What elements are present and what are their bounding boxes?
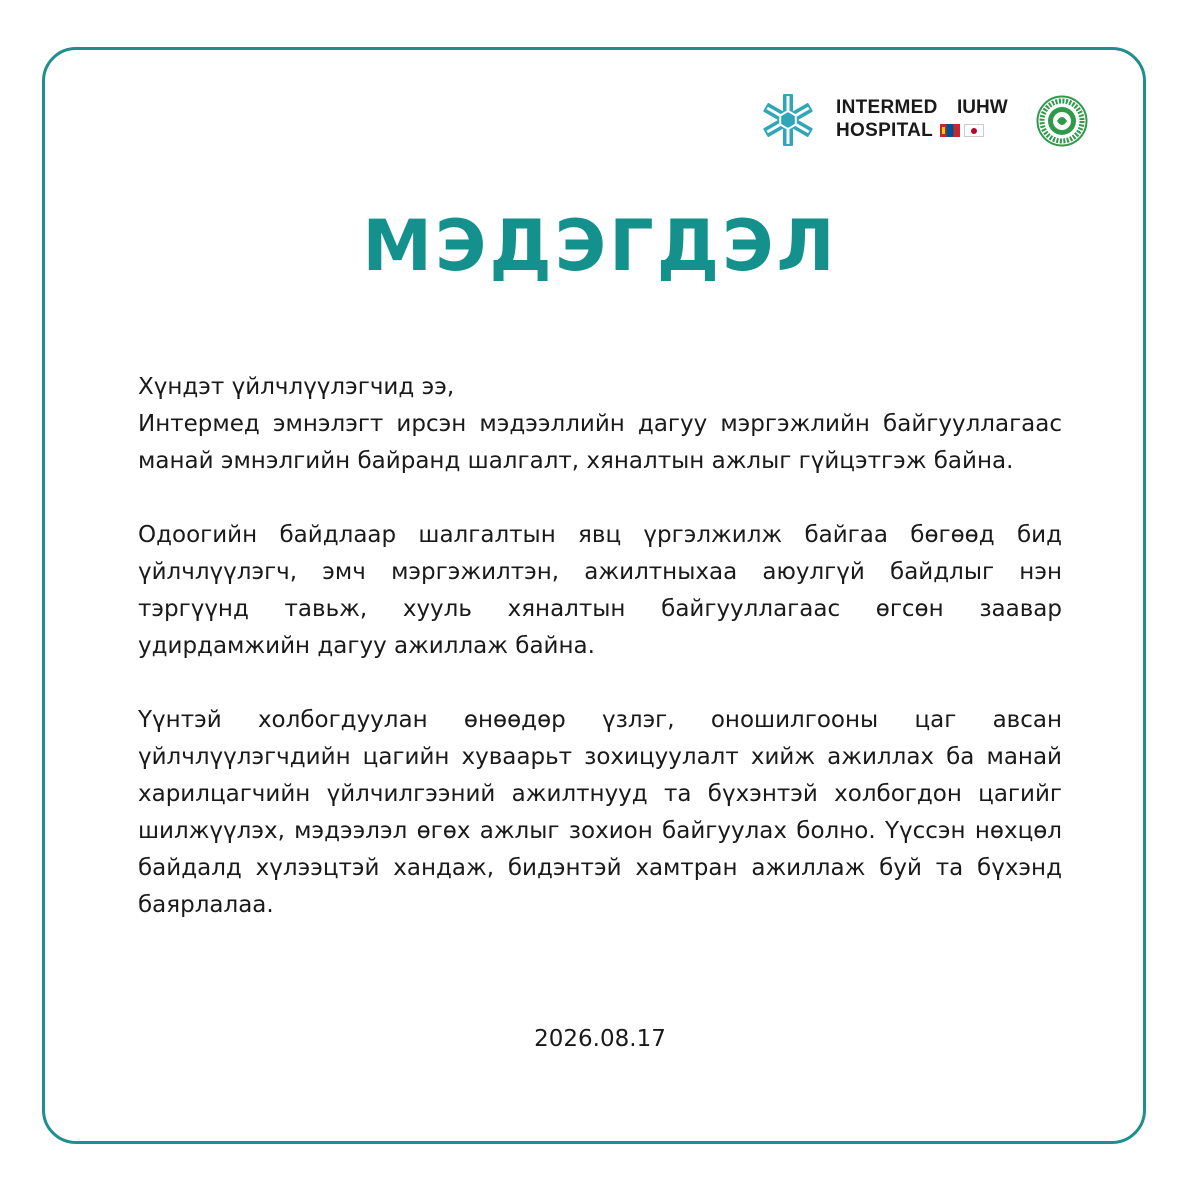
- header-logos: [760, 92, 1092, 152]
- paragraph-3: Үүнтэй холбогдуулан өнөөдөр үзлэг, оношилгооны цаг авсан үйлчлүүлэгчдийн цагийн хуваарьт зохицуулалт хийж ажиллах ба манай харилцагчийн үйлчилгээний ажилтнууд та бүхэнтэй холбогдон цагийг шилжүүлэх, мэдээлэл өгөх ажлыг зохион байгуулах болно. Үүссэн нөхцөл байдалд хүлээцтэй хандаж, бидэнтэй хамтран ажиллаж буй та бүхэнд баярлалаа.: [138, 707, 1062, 918]
- partner-name: IUHW: [957, 97, 1008, 118]
- university-seal-icon: [1036, 95, 1088, 147]
- paragraph-2: Одоогийн байдлаар шалгалтын явц үргэлжилж байгаа бөгөөд бид үйлчлүүлэгч, эмч мэргэжилтэн, ажилтныхаа аюулгүй байдлыг нэн тэргүүнд тавьж, хууль хяналтын байгууллагаас өгсөн заавар удирдамжийн дагуу ажиллаж байна.: [138, 522, 1062, 659]
- brand-line2: HOSPITAL: [836, 120, 934, 141]
- japan-flag-icon: [964, 124, 984, 137]
- star-of-life-icon: [760, 92, 816, 148]
- notice-date: 2026.08.17: [534, 1026, 666, 1052]
- paragraph-1: Интермед эмнэлэгт ирсэн мэдээллийн дагуу мэргэжлийн байгууллагаас манай эмнэлгийн байранд шалгалт, хяналтын ажлыг гүйцэтгэж байна.: [138, 411, 1062, 474]
- notice-title: МЭДЭГДЭЛ: [362, 205, 838, 287]
- mongolia-flag-icon: [940, 124, 960, 137]
- notice-body: [138, 369, 1062, 924]
- brand-line1: INTERMED: [836, 97, 938, 118]
- greeting: Хүндэт үйлчлүүлэгчид ээ,: [138, 374, 455, 400]
